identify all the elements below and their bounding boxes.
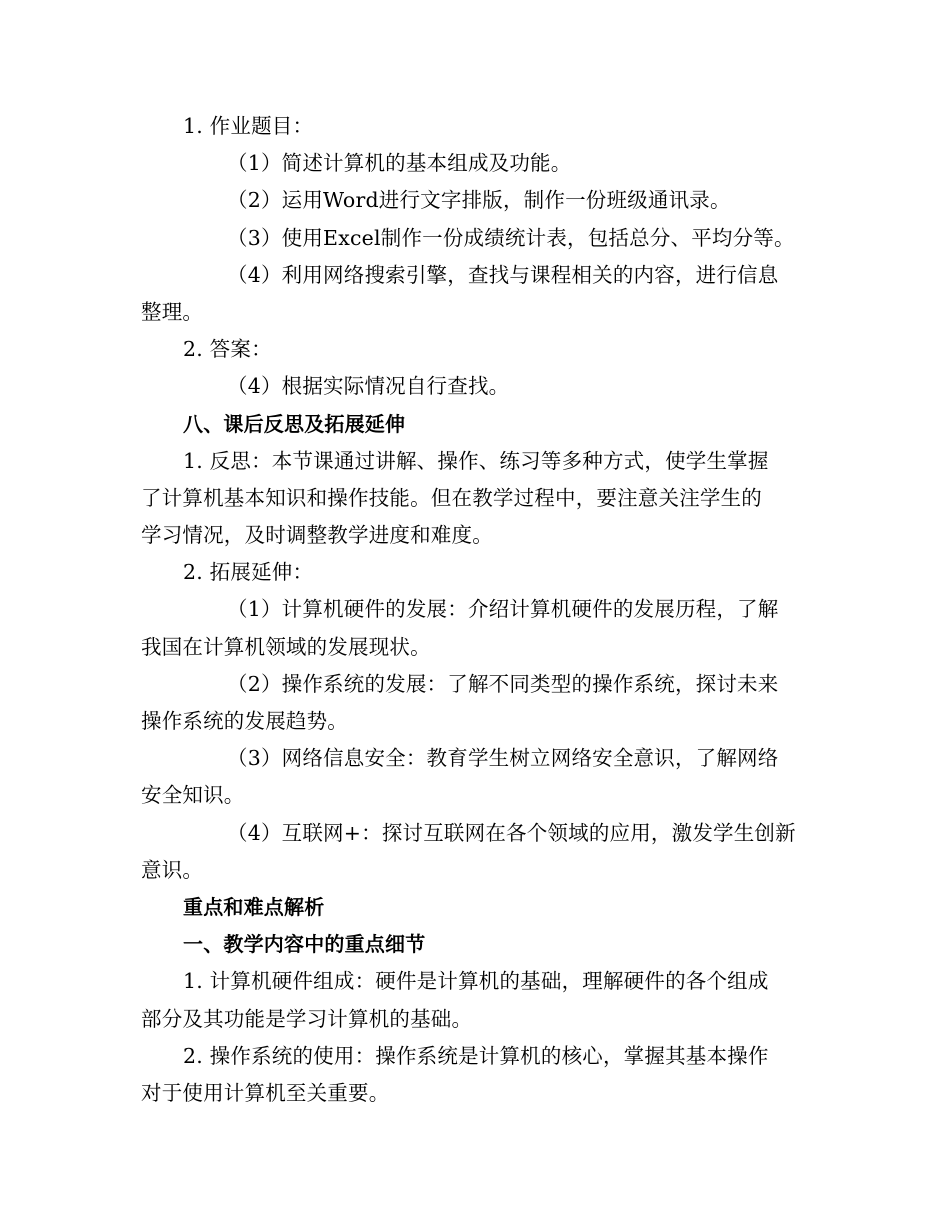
homework-item-1: （1）简述计算机的基本组成及功能。 — [227, 151, 572, 176]
key-point-2-cont: 对于使用计算机至关重要。 — [141, 1080, 390, 1105]
homework-item-2: （2）运用Word进行文字排版，制作一份班级通讯录。 — [227, 188, 731, 213]
homework-item-3: （3）使用Excel制作一份成绩统计表，包括总分、平均分等。 — [227, 225, 795, 250]
answer-heading: 2. 答案： — [183, 337, 272, 362]
extension-item-1: （1）计算机硬件的发展：介绍计算机硬件的发展历程，了解 — [227, 597, 779, 622]
extension-item-3: （3）网络信息安全：教育学生树立网络安全意识，了解网络 — [227, 746, 779, 771]
extension-heading: 2. 拓展延伸： — [183, 560, 314, 585]
homework-heading: 1. 作业题目： — [183, 114, 314, 138]
answer-item-4: （4）根据实际情况自行查找。 — [227, 374, 510, 399]
section-heading-key-points: 重点和难点解析 — [183, 894, 325, 919]
homework-item-4-cont: 整理。 — [141, 299, 204, 324]
reflection-paragraph-cont-1: 了计算机基本知识和操作技能。但在教学过程中，要注意关注学生的 — [141, 485, 762, 510]
extension-item-4-cont: 意识。 — [141, 857, 204, 882]
reflection-paragraph: 1. 反思：本节课通过讲解、操作、练习等多种方式，使学生掌握 — [183, 448, 769, 473]
subsection-heading-key-details: 一、教学内容中的重点细节 — [183, 932, 426, 957]
extension-item-2: （2）操作系统的发展：了解不同类型的操作系统，探讨未来 — [227, 671, 779, 696]
section-heading-reflection: 八、课后反思及拓展延伸 — [183, 411, 406, 436]
key-point-1-cont: 部分及其功能是学习计算机的基础。 — [141, 1006, 473, 1031]
reflection-paragraph-cont-2: 学习情况，及时调整教学进度和难度。 — [141, 523, 493, 548]
extension-item-2-cont: 操作系统的发展趋势。 — [141, 709, 348, 733]
key-point-2: 2. 操作系统的使用：操作系统是计算机的核心，掌握其基本操作 — [183, 1043, 769, 1068]
extension-item-3-cont: 安全知识。 — [141, 783, 245, 808]
extension-item-1-cont: 我国在计算机领域的发展现状。 — [141, 634, 431, 659]
document-body — [141, 108, 806, 1112]
homework-item-4: （4）利用网络搜索引擎，查找与课程相关的内容，进行信息 — [227, 262, 779, 287]
key-point-1: 1. 计算机硬件组成：硬件是计算机的基础，理解硬件的各个组成 — [183, 969, 769, 994]
extension-item-4: （4）互联网+：探讨互联网在各个领域的应用，激发学生创新 — [227, 820, 796, 845]
